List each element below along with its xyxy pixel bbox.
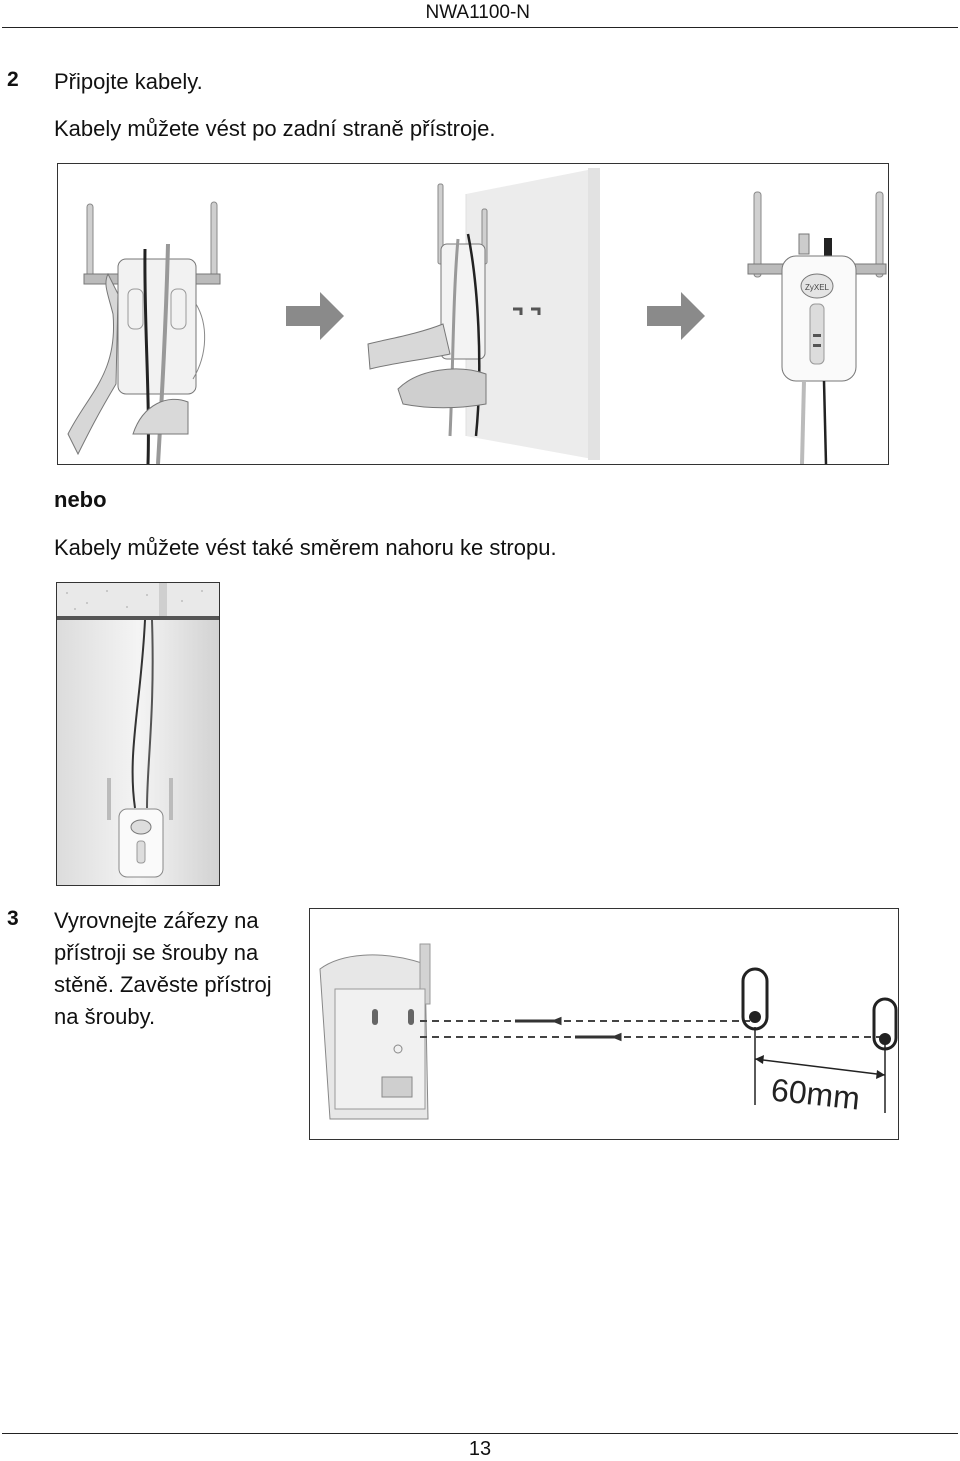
- document-header-title: NWA1100-N: [425, 2, 530, 23]
- header-rule: [2, 27, 958, 28]
- keyhole-slot-icon: [874, 999, 896, 1049]
- step-2-text-back: Kabely můžete vést po zadní straně přístroje.: [54, 116, 496, 141]
- step-2-text-ceiling: Kabely můžete vést také směrem nahoru ke stropu.: [54, 535, 557, 560]
- step-3-number: 3: [7, 907, 19, 930]
- step-2-title: Připojte kabely.: [54, 69, 203, 94]
- step-3-line-2: přístroji se šrouby na: [54, 940, 259, 965]
- step-2-number: 2: [7, 68, 19, 91]
- wall-mount-illustration: [368, 168, 600, 460]
- step-3-line-1: Vyrovnejte zářezy na: [54, 908, 259, 933]
- arrow-right-icon: [647, 292, 705, 340]
- step-3-line-3: stěně. Zavěste přístroj: [54, 972, 272, 997]
- screw-icon: [575, 1035, 620, 1039]
- footer-rule: [2, 1433, 958, 1434]
- ceiling-routing-figure: [56, 582, 220, 886]
- page-number: 13: [468, 1438, 492, 1460]
- cable-routing-figure: [57, 163, 889, 465]
- device-back-illustration: [68, 202, 220, 464]
- arrow-right-icon: [286, 292, 344, 340]
- device-side-illustration: [320, 944, 430, 1119]
- or-separator: nebo: [54, 487, 107, 512]
- mounted-device-illustration: [748, 192, 886, 464]
- screw-icon: [515, 1019, 560, 1023]
- step-3-line-4: na šrouby.: [54, 1004, 156, 1029]
- distance-label: 60mm: [769, 1071, 862, 1117]
- brand-logo: ZyXEL: [804, 283, 830, 292]
- screw-alignment-figure: [309, 908, 899, 1140]
